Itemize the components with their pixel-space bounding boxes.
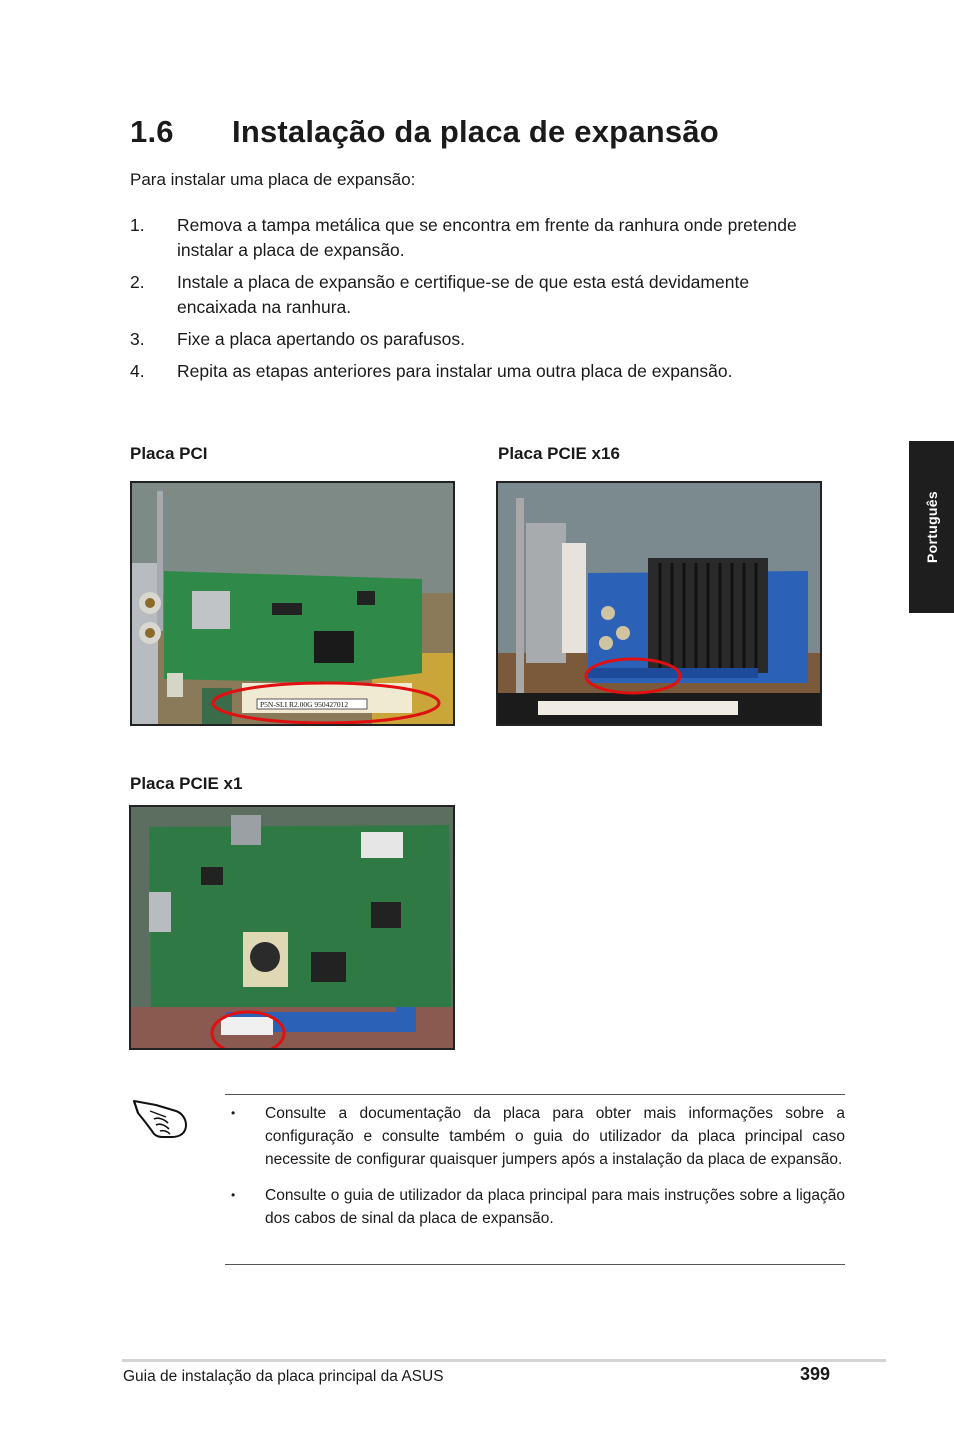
intro-text: Para instalar uma placa de expansão: — [130, 170, 416, 189]
list-item — [130, 359, 830, 384]
steps-list — [130, 213, 830, 391]
footer-divider — [122, 1359, 886, 1362]
slot-label: P5N-SLI R2.00G 950427012 — [260, 700, 349, 709]
step-text: Remova a tampa metálica que se encontra em frente da ranhura onde pretende instalar a placa de expansão. — [177, 215, 797, 260]
section-title — [130, 114, 719, 150]
pointing-hand-icon — [132, 1095, 188, 1144]
note-top-divider — [225, 1094, 845, 1095]
step-text: Repita as etapas anteriores para instalar uma outra placa de expansão. — [177, 361, 733, 381]
step-number: 3. — [130, 329, 145, 349]
pcie-x16-card-illustration — [498, 483, 820, 724]
photo-pcie-x1-card — [129, 805, 455, 1050]
list-item — [226, 1102, 845, 1171]
caption-pcie-x1: Placa PCIE x1 — [130, 774, 243, 793]
list-item — [226, 1184, 845, 1230]
bullet-mark: • — [231, 1106, 236, 1120]
step-number: 4. — [130, 361, 145, 381]
language-side-tab — [909, 441, 954, 613]
caption-pcie-x16: Placa PCIE x16 — [498, 444, 620, 463]
photo-pcie-x16-card — [496, 481, 822, 726]
page-number: 399 — [800, 1364, 831, 1384]
side-tab-label: Português — [923, 491, 940, 563]
step-number: 2. — [130, 272, 145, 292]
footer-title: Guia de instalação da placa principal da ASUS — [123, 1368, 444, 1385]
section-number: 1.6 — [130, 114, 174, 149]
step-number: 1. — [130, 215, 145, 235]
bullet-mark: • — [231, 1188, 236, 1202]
step-text: Fixe a placa apertando os parafusos. — [177, 329, 465, 349]
photo-pci-card — [130, 481, 455, 726]
list-item — [130, 213, 830, 263]
notes-list — [226, 1102, 845, 1243]
list-item — [130, 270, 830, 320]
list-item — [130, 327, 830, 352]
note-text: Consulte o guia de utilizador da placa principal para mais instruções sobre a ligação dos cabos de sinal da placa de expansão. — [265, 1187, 845, 1227]
note-text: Consulte a documentação da placa para obter mais informações sobre a configuração e consulte também o guia do utilizador da placa principal caso necessite de configurar quaisquer jumpers após a instalação da placa de expansão. — [265, 1105, 845, 1168]
note-bottom-divider — [225, 1264, 845, 1265]
step-text: Instale a placa de expansão e certifique-se de que esta está devidamente encaixada na ranhura. — [177, 272, 750, 317]
section-heading: Instalação da placa de expansão — [232, 114, 719, 149]
caption-pci: Placa PCI — [130, 444, 208, 463]
pcie-x1-card-illustration — [131, 807, 453, 1048]
pci-card-illustration — [132, 483, 453, 724]
